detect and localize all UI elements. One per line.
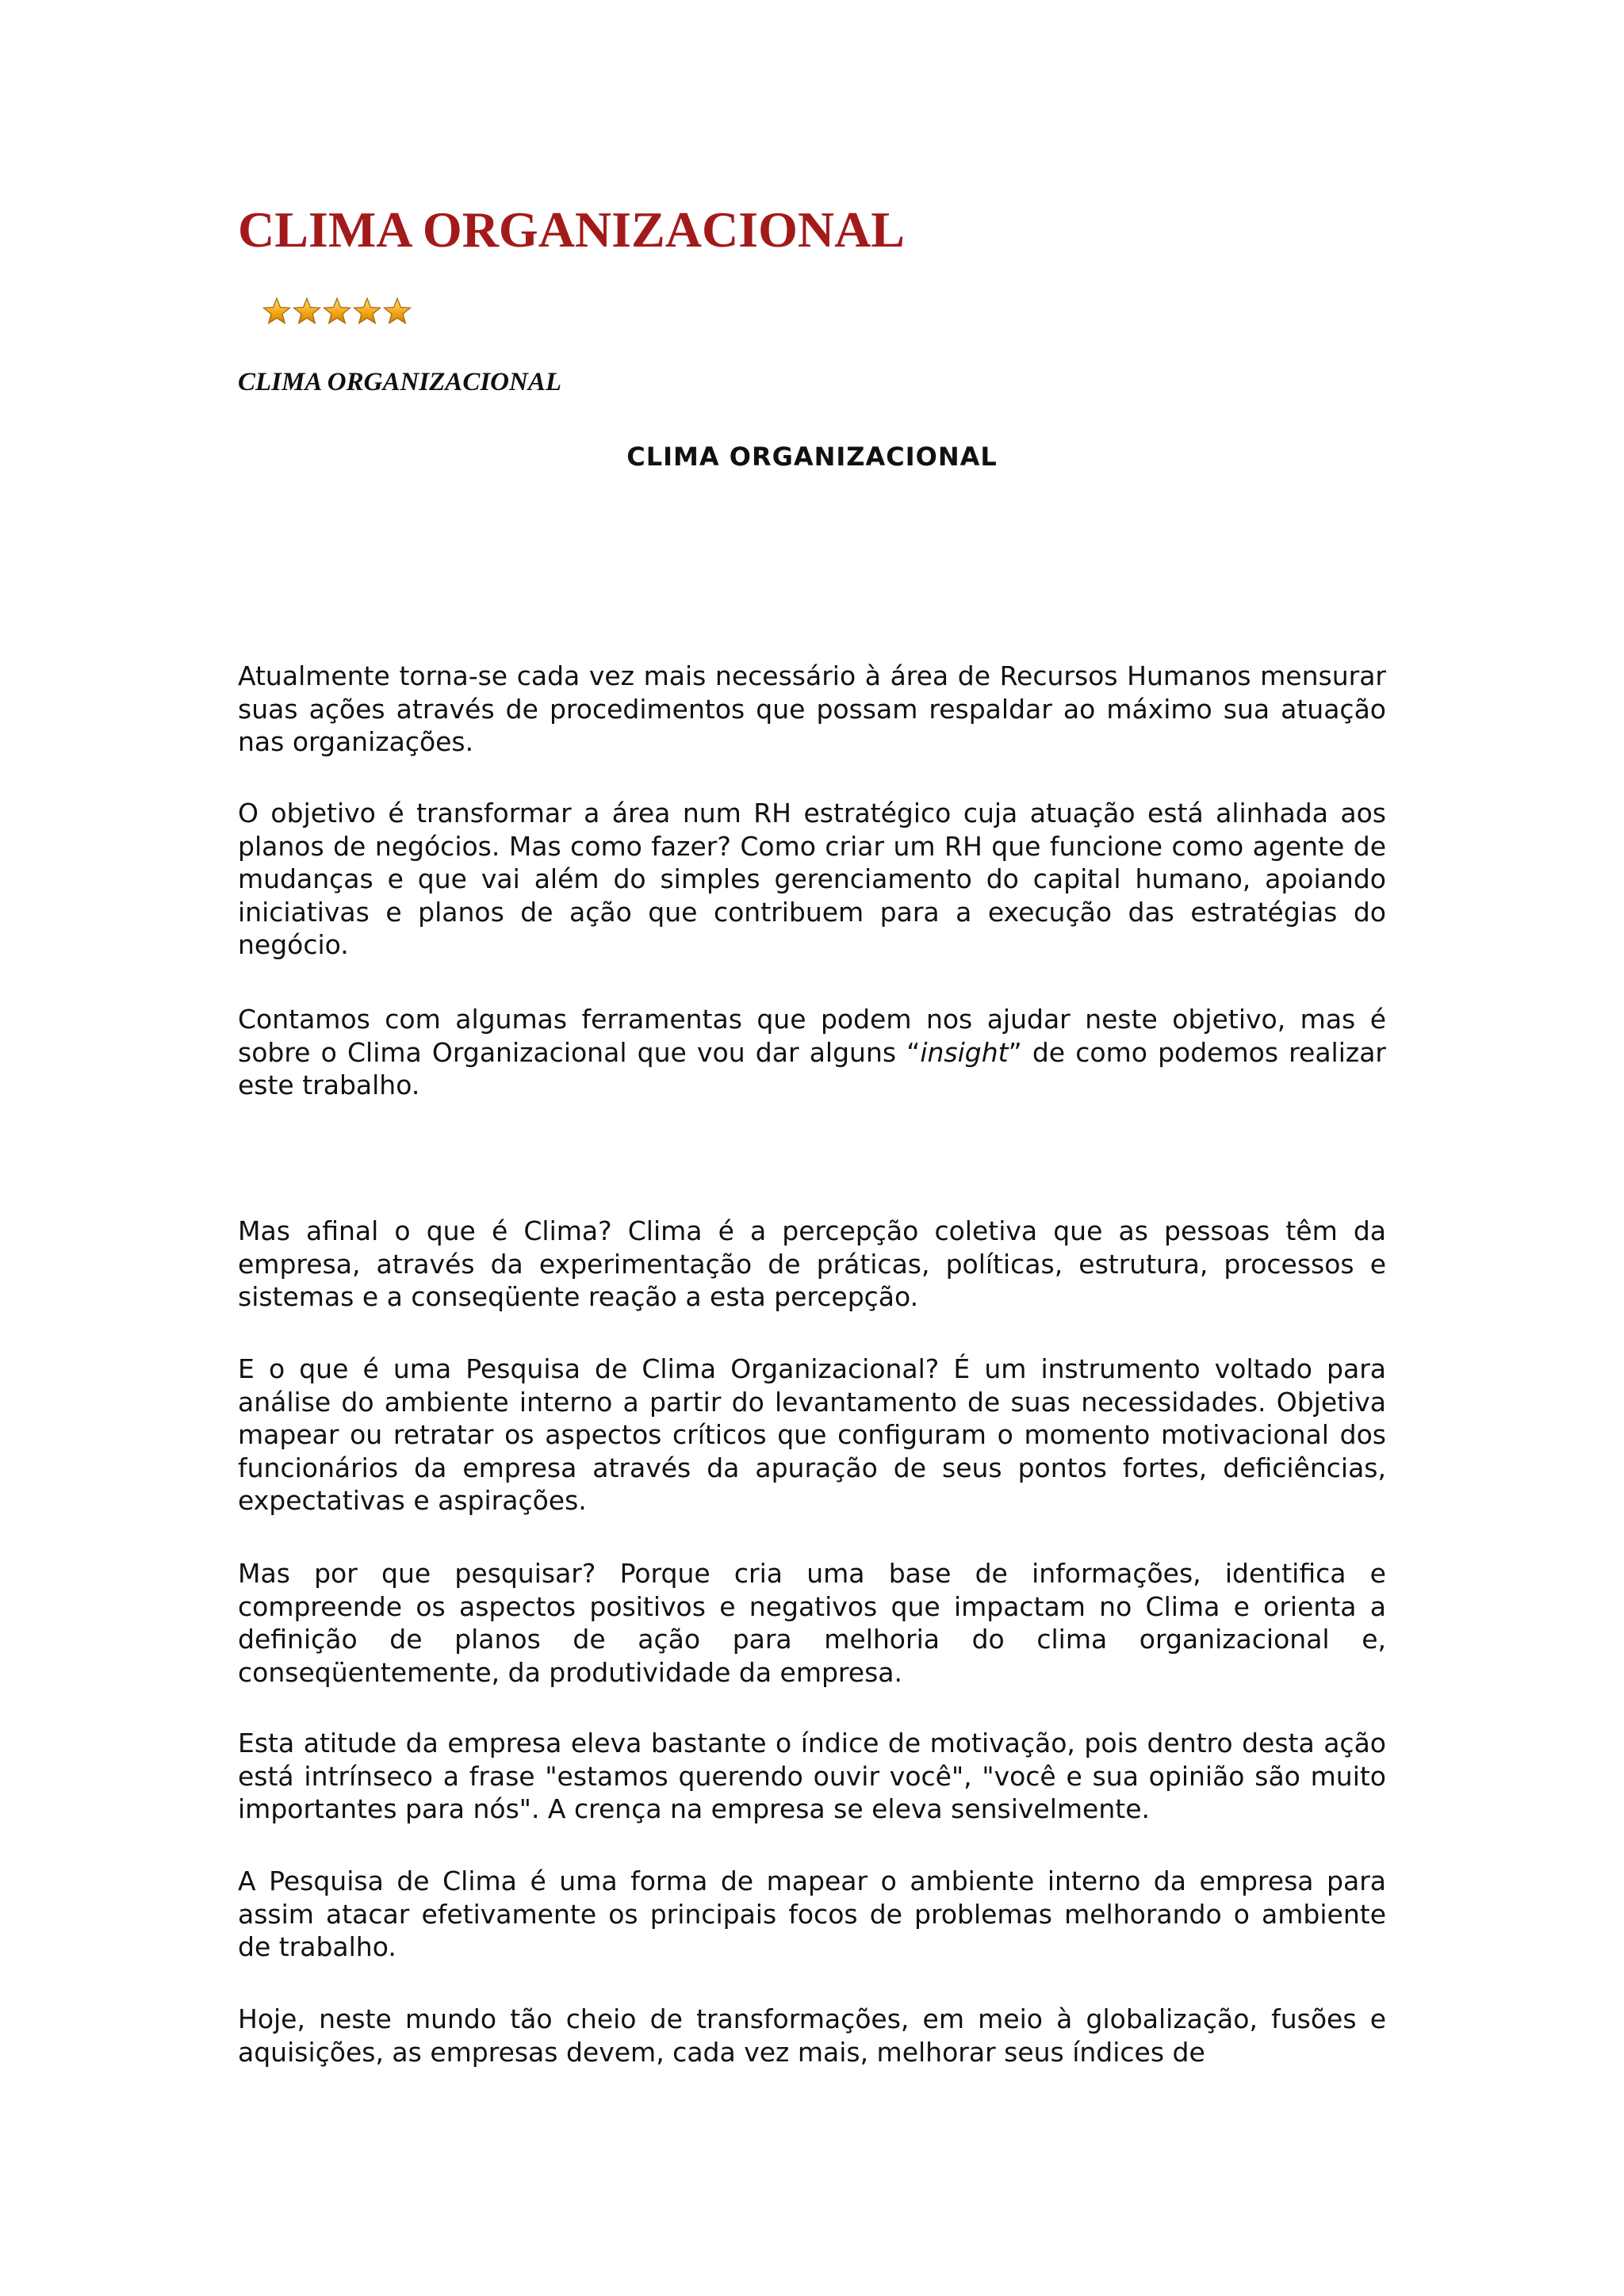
document-title: CLIMA ORGANIZACIONAL [238, 201, 905, 258]
paragraph-text: ” de como podemos realizar este trabalho. [238, 1036, 1386, 1100]
paragraph: Mas por que pesquisar? Porque cria uma base de informações, identifica e compreende os aspectos positivos e negativos que impactam no Clima e orienta a definição de planos de ação para melhoria do clima organizacional e, conseqüentemente, da produtividade da empresa. [238, 1558, 1386, 1688]
star-icon [352, 297, 382, 327]
paragraph: Atualmente torna-se cada vez mais necessário à área de Recursos Humanos mensurar suas ações através de procedimentos que possam respaldar ao máximo sua atuação nas organizações. [238, 660, 1386, 757]
section-title: CLIMA ORGANIZACIONAL [626, 442, 998, 472]
paragraph: O objetivo é transformar a área num RH estratégico cuja atuação está alinhada aos planos de negócios. Mas como fazer? Como criar um RH que funcione como agente de mudanças e que vai além do simples gerenciamento do capital humano, apoiando iniciativas e planos de ação que contribuem para a execução das estratégias do negócio. [238, 798, 1386, 960]
paragraph-emphasis: insight [920, 1036, 1009, 1068]
star-rating [262, 297, 412, 328]
paragraph: E o que é uma Pesquisa de Clima Organizacional? É um instrumento voltado para análise do ambiente interno a partir do levantamento de suas necessidades. Objetiva mapear ou retratar os aspectos críticos que configuram o momento motivacional dos funcionários da empresa através da apuração de seus pontos fortes, deficiências, expectativas e aspirações. [238, 1353, 1386, 1516]
paragraph: Mas afinal o que é Clima? Clima é a percepção coletiva que as pessoas têm da empresa, através da experimentação de práticas, políticas, estrutura, processos e sistemas e a conseqüente reação a esta percepção. [238, 1215, 1386, 1312]
star-icon [262, 297, 292, 327]
paragraph: Hoje, neste mundo tão cheio de transformações, em meio à globalização, fusões e aquisições, as empresas devem, cada vez mais, melhorar seus índices de [238, 2003, 1386, 2068]
star-icon [322, 297, 352, 327]
paragraph [238, 1003, 1386, 1102]
star-icon [382, 297, 412, 327]
paragraph: Esta atitude da empresa eleva bastante o índice de motivação, pois dentro desta ação está intrínseco a frase "estamos querendo ouvir você", "você e sua opinião são muito importantes para nós". A crença na empresa se eleva sensivelmente. [238, 1728, 1386, 1824]
paragraph-text: Contamos com algumas ferramentas que podem nos ajudar neste objetivo, mas é sobre o Clima Organizacional que vou dar alguns “ [238, 1004, 1386, 1068]
star-icon [292, 297, 322, 327]
paragraph: A Pesquisa de Clima é uma forma de mapear o ambiente interno da empresa para assim atacar efetivamente os principais focos de problemas melhorando o ambiente de trabalho. [238, 1866, 1386, 1962]
document-subtitle: CLIMA ORGANIZACIONAL [238, 368, 562, 396]
